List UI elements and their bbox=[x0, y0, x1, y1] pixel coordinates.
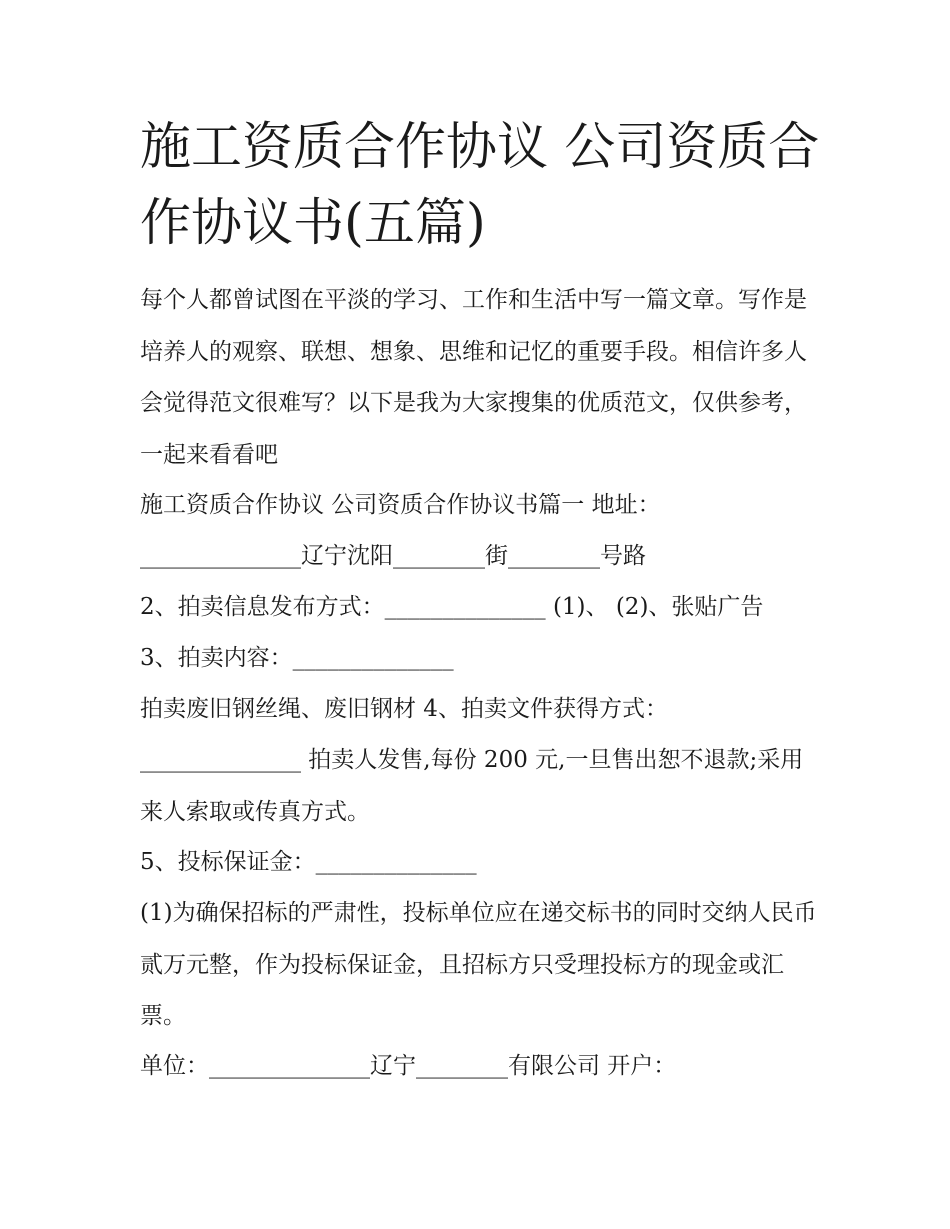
section-heading-line: 施工资质合作协议 公司资质合作协议书篇一 地址： bbox=[140, 492, 661, 518]
item-2-line: 2、拍卖信息发布方式：______________ (1)、 (2)、张贴广告 bbox=[140, 594, 764, 620]
item-5-detail-paragraph: (1)为确保招标的严肃性，投标单位应在递交标书的同时交纳人民币贰万元整，作为投标保证金，且招标方只受理投标方的现金或汇票。 bbox=[140, 900, 817, 1029]
unit-line: 单位：______________辽宁________有限公司 开户： bbox=[140, 1053, 677, 1079]
address-line: ______________辽宁沈阳________街________号路 bbox=[140, 543, 646, 569]
item-4-detail-paragraph: ______________ 拍卖人发售,每份 200 元,一旦售出恕不退款;采用来人索取或传真方式。 bbox=[140, 747, 804, 825]
intro-paragraph: 每个人都曾试图在平淡的学习、工作和生活中写一篇文章。写作是培养人的观察、联想、想象、思维和记忆的重要手段。相信许多人会觉得范文很难写？以下是我为大家搜集的优质范文，仅供参考，一起来看看吧 bbox=[140, 287, 807, 468]
item-3-line: 3、拍卖内容：______________ bbox=[140, 645, 454, 671]
item-5-line: 5、投标保证金：______________ bbox=[140, 849, 477, 875]
item-4-line: 拍卖废旧钢丝绳、废旧钢材 4、拍卖文件获得方式： bbox=[140, 696, 668, 722]
document-title: 施工资质合作协议 公司资质合作协议书(五篇) bbox=[140, 118, 820, 253]
